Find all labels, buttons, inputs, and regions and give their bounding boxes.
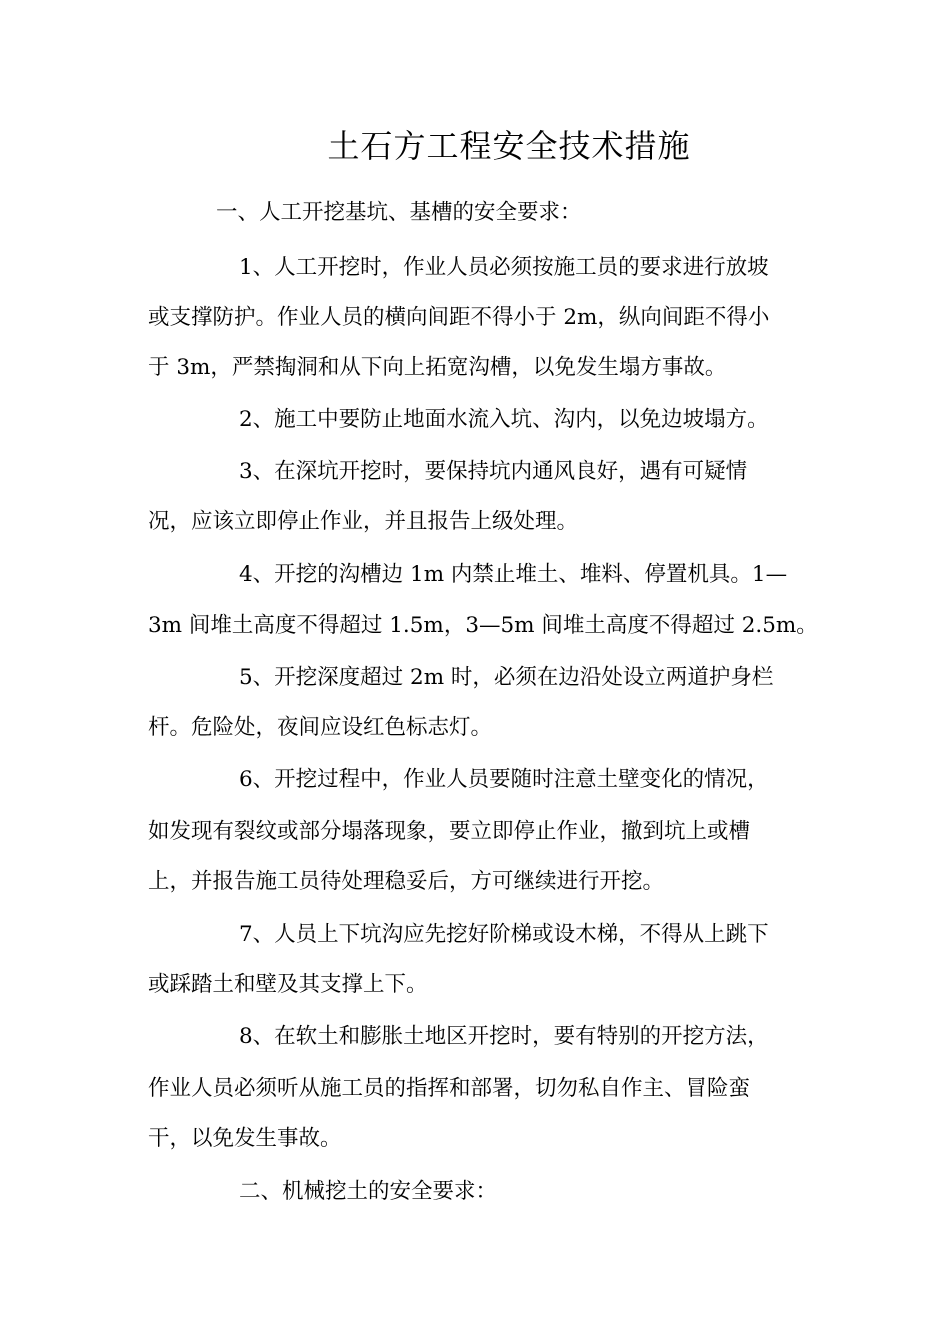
paragraph-5-line-2: 杆。危险处，夜间应设红色标志灯。 bbox=[148, 715, 493, 740]
paragraph-4-line-2: 3m 间堆土高度不得超过 1.5m，3—5m 间堆土高度不得超过 2.5m。 bbox=[148, 613, 818, 638]
paragraph-7-line-2: 或踩踏土和壁及其支撑上下。 bbox=[148, 972, 428, 997]
paragraph-1-line-1: 1、人工开挖时，作业人员必须按施工员的要求进行放坡 bbox=[239, 255, 769, 280]
paragraph-5-line-1: 5、开挖深度超过 2m 时，必须在边沿处设立两道护身栏 bbox=[239, 665, 774, 690]
paragraph-4-line-1: 4、开挖的沟槽边 1m 内禁止堆土、堆料、停置机具。1— bbox=[239, 562, 788, 587]
paragraph-8-line-1: 8、在软土和膨胀土地区开挖时，要有特别的开挖方法， bbox=[239, 1024, 769, 1049]
paragraph-3-line-1: 3、在深坑开挖时，要保持坑内通风良好，遇有可疑情 bbox=[239, 459, 748, 484]
paragraph-6-line-1: 6、开挖过程中，作业人员要随时注意土壁变化的情况， bbox=[239, 767, 769, 792]
section-heading-1: 一、人工开挖基坑、基槽的安全要求： bbox=[216, 200, 582, 225]
paragraph-3-line-2: 况，应该立即停止作业，并且报告上级处理。 bbox=[148, 509, 579, 534]
paragraph-2-line-1: 2、施工中要防止地面水流入坑、沟内，以免边坡塌方。 bbox=[239, 407, 769, 432]
section-heading-2: 二、机械挖土的安全要求： bbox=[239, 1179, 498, 1204]
paragraph-1-line-2: 或支撑防护。作业人员的横向间距不得小于 2m，纵向间距不得小 bbox=[148, 305, 770, 330]
paragraph-8-line-2: 作业人员必须听从施工员的指挥和部署，切勿私自作主、冒险蛮 bbox=[148, 1076, 751, 1101]
paragraph-1-line-3: 于 3m，严禁掏洞和从下向上拓宽沟槽，以免发生塌方事故。 bbox=[148, 355, 727, 380]
paragraph-6-line-3: 上，并报告施工员待处理稳妥后，方可继续进行开挖。 bbox=[148, 869, 665, 894]
paragraph-6-line-2: 如发现有裂纹或部分塌落现象，要立即停止作业，撤到坑上或槽 bbox=[148, 819, 751, 844]
paragraph-7-line-1: 7、人员上下坑沟应先挖好阶梯或设木梯，不得从上跳下 bbox=[239, 922, 769, 947]
document-title: 土石方工程安全技术措施 bbox=[327, 127, 691, 165]
paragraph-8-line-3: 干，以免发生事故。 bbox=[148, 1126, 342, 1151]
